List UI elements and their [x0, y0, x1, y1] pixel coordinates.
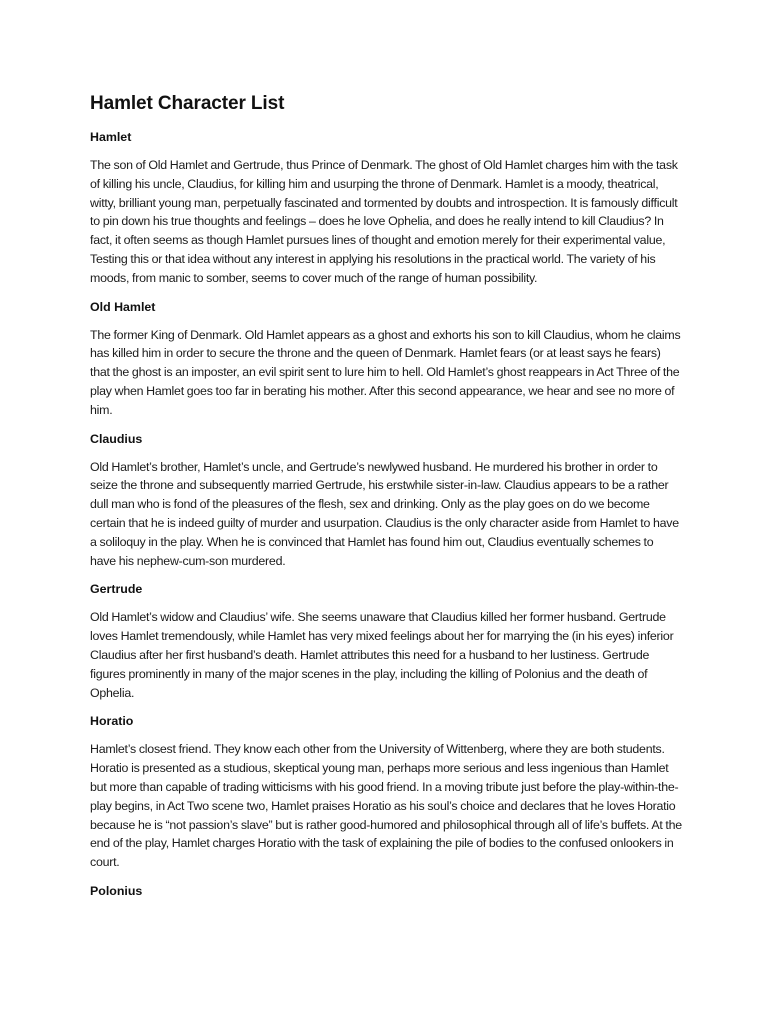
character-heading: Polonius — [90, 883, 143, 898]
character-section-polonius — [90, 882, 682, 900]
character-heading: Hamlet — [90, 130, 132, 144]
document-content — [90, 92, 682, 910]
character-description: Hamlet’s closest friend. They know each other from the University of Wittenberg, where they are both students. Horatio is presented as a studious, skeptical young man, perhaps more serious and less ingenious than Hamlet but more than capable of trading witticisms with his good friend. In a moving tribute just before the play-within-the-play begins, in Act Two scene two, Hamlet praises Horatio as his soul’s choice and declares that he loves Horatio because he is “not passion’s slave” but is rather good-humored and philosophical through all of life’s buffets. At the end of the play, Hamlet charges Horatio with the task of explaining the pile of bodies to the confused onlookers in court. — [90, 742, 682, 870]
character-section-gertrude — [90, 580, 682, 702]
character-heading: Claudius — [90, 431, 143, 446]
document-title: Hamlet Character List — [90, 93, 285, 114]
character-heading: Old Hamlet — [90, 299, 156, 314]
character-section-horatio — [90, 712, 682, 872]
character-description: The former King of Denmark. Old Hamlet appears as a ghost and exhorts his son to kill Claudius, whom he claims has killed him in order to secure the throne and the queen of Denmark. Hamlet fears (or at least says he fears) that the ghost is an imposter, an evil spirit sent to lure him to hell. Old Hamlet’s ghost reappears in Act Three of the play when Hamlet goes too far in berating his mother. After this second appearance, we hear and see no more of him. — [90, 327, 681, 417]
character-description: Old Hamlet’s widow and Claudius’ wife. She seems unaware that Claudius killed her former husband. Gertrude loves Hamlet tremendously, while Hamlet has very mixed feelings about her for marrying the (in his eyes) inferior Claudius after her first husband’s death. Hamlet attributes this need for a husband to her lustiness. Gertrude figures prominently in many of the major scenes in the play, including the killing of Polonius and the death of Ophelia. — [90, 610, 674, 700]
character-section-old-hamlet — [90, 298, 682, 420]
character-description: Old Hamlet’s brother, Hamlet’s uncle, and Gertrude’s newlywed husband. He murdered his brother in order to seize the throne and subsequently married Gertrude, his erstwhile sister-in-law. Claudius appears to be a rather dull man who is fond of the pleasures of the flesh, sex and drinking. Only as the play goes on do we become certain that he is indeed guilty of murder and usurpation. Claudius is the only character aside from Hamlet to have a soliloquy in the play. When he is convinced that Hamlet has found him out, Claudius eventually schemes to have his nephew-cum-son murdered. — [90, 459, 679, 568]
character-heading: Gertrude — [90, 582, 143, 597]
character-heading: Horatio — [90, 714, 134, 729]
character-section-claudius — [90, 430, 682, 571]
character-section-hamlet — [90, 128, 682, 288]
character-description: The son of Old Hamlet and Gertrude, thus Prince of Denmark. The ghost of Old Hamlet charges him with the task of killing his uncle, Claudius, for killing him and usurping the throne of Denmark. Hamlet is a moody, theatrical, witty, brilliant young man, perpetually fascinated and tormented by doubts and introspection. It is famously difficult to pin down his true thoughts and feelings – does he love Ophelia, and does he really intend to kill Claudius? In fact, it often seems as though Hamlet pursues lines of thought and emotion merely for their experimental value, Testing this or that idea without any interest in applying his resolutions in the practical world. The variety of his moods, from manic to somber, seems to cover much of the range of human possibility. — [90, 158, 678, 285]
